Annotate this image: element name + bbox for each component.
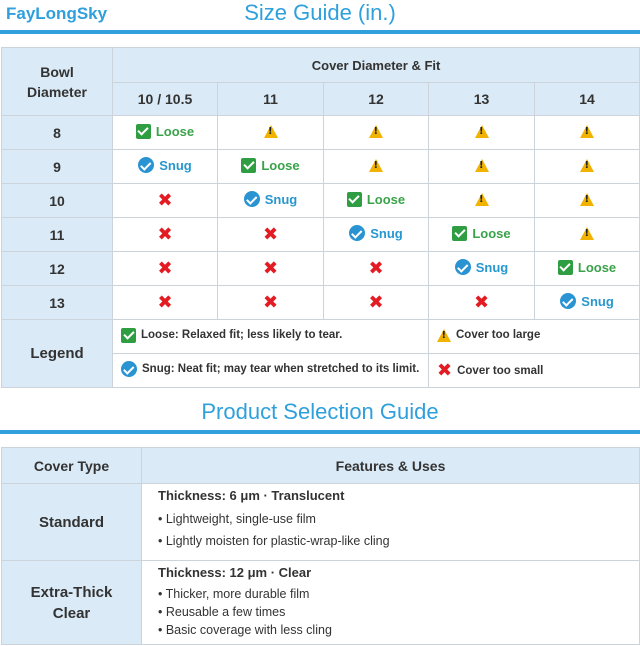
thickness-line: Thickness: 12 μm · Clear xyxy=(158,565,312,580)
legend-text: Snug: Neat fit; may tear when stretched to its limit. xyxy=(142,363,420,375)
blue-check-circle-icon xyxy=(138,157,154,173)
status-loose xyxy=(347,192,405,207)
red-x-icon: ✖ xyxy=(157,291,173,313)
green-check-box-icon xyxy=(452,226,467,241)
fit-cell xyxy=(324,184,429,218)
fit-cell xyxy=(535,252,640,286)
feature-item: • Reusable a few times xyxy=(158,605,286,619)
status-small xyxy=(157,223,173,245)
fit-cell xyxy=(218,184,324,218)
blue-check-circle-icon xyxy=(455,259,471,275)
blue-check-circle-icon xyxy=(560,293,576,309)
snug-label: Snug xyxy=(581,293,614,309)
loose-label: Loose xyxy=(155,123,195,139)
table-row xyxy=(2,184,640,218)
product-title-underline xyxy=(0,430,640,434)
fit-cell xyxy=(535,184,640,218)
warning-triangle-icon xyxy=(437,329,451,342)
red-x-icon: ✖ xyxy=(157,189,173,211)
legend-text: Cover too large xyxy=(456,329,541,341)
fit-cell xyxy=(113,116,218,150)
green-check-box-icon xyxy=(121,328,136,343)
status-large xyxy=(475,125,489,138)
status-small xyxy=(157,291,173,313)
loose-label: Loose xyxy=(261,157,300,173)
green-check-box-icon xyxy=(347,192,362,207)
title-underline xyxy=(0,30,640,34)
table-row xyxy=(2,218,640,252)
snug-label: Snug xyxy=(370,225,403,241)
status-snug xyxy=(560,293,614,309)
legend-large xyxy=(429,320,640,354)
status-loose xyxy=(136,124,194,139)
product-row xyxy=(2,484,640,561)
column-header: 14 xyxy=(535,83,640,116)
features-header: Features & Uses xyxy=(142,448,640,484)
fit-cell xyxy=(535,218,640,252)
table-row xyxy=(2,116,640,150)
bowl-size-label: 11 xyxy=(2,218,113,252)
fit-cell xyxy=(324,286,429,320)
size-guide-title: Size Guide (in.) xyxy=(244,0,396,25)
red-x-icon: ✖ xyxy=(157,223,173,245)
bowl-size-label: 10 xyxy=(2,184,113,218)
product-guide-title: Product Selection Guide xyxy=(201,399,439,424)
red-x-icon: ✖ xyxy=(157,257,173,279)
status-snug xyxy=(455,259,509,275)
snug-label: Snug xyxy=(264,191,298,207)
bowl-diameter-header: Bowl Diameter xyxy=(2,48,113,116)
size-guide-table xyxy=(1,47,640,388)
green-check-box-icon xyxy=(558,260,573,275)
status-small xyxy=(473,291,490,313)
legend-entry xyxy=(437,329,540,342)
bowl-size-label: 8 xyxy=(2,116,113,150)
status-large xyxy=(580,159,594,172)
fit-cell xyxy=(113,252,218,286)
product-selection-table xyxy=(1,447,640,645)
cover-type-label xyxy=(2,484,142,561)
legend-entry xyxy=(437,359,544,381)
green-check-box-icon xyxy=(241,158,256,173)
fit-cell xyxy=(218,286,324,320)
red-x-icon: ✖ xyxy=(437,359,453,381)
legend-entry xyxy=(121,361,419,377)
fit-cell xyxy=(218,116,324,150)
column-header: 11 xyxy=(218,83,324,116)
status-small xyxy=(157,189,173,211)
loose-label: Loose xyxy=(366,191,406,207)
fit-cell xyxy=(535,116,640,150)
warning-triangle-icon xyxy=(369,159,383,172)
red-x-icon: ✖ xyxy=(368,291,384,313)
fit-cell xyxy=(324,252,429,286)
fit-cell xyxy=(218,150,324,184)
fit-cell xyxy=(535,286,640,320)
warning-triangle-icon xyxy=(580,227,594,240)
status-snug xyxy=(244,191,298,207)
snug-label: Snug xyxy=(475,259,509,275)
status-small xyxy=(262,257,279,279)
fit-cell xyxy=(429,286,535,320)
features-cell xyxy=(142,561,640,645)
status-small xyxy=(368,291,384,313)
fit-cell xyxy=(218,218,324,252)
red-x-icon: ✖ xyxy=(262,291,279,313)
table-row xyxy=(2,150,640,184)
blue-check-circle-icon xyxy=(121,361,137,377)
red-x-icon: ✖ xyxy=(473,291,490,313)
status-snug xyxy=(349,225,403,241)
bowl-size-label: 13 xyxy=(2,286,113,320)
warning-triangle-icon xyxy=(369,125,383,138)
fit-cell xyxy=(113,218,218,252)
warning-triangle-icon xyxy=(580,159,594,172)
snug-label: Snug xyxy=(159,157,192,173)
bowl-size-label: 12 xyxy=(2,252,113,286)
fit-cell xyxy=(113,150,218,184)
legend-snug xyxy=(113,354,429,388)
loose-label: Loose xyxy=(577,259,617,275)
warning-triangle-icon xyxy=(264,125,278,138)
thickness-line: Thickness: 6 μm · Translucent xyxy=(158,488,345,503)
fit-cell xyxy=(429,252,535,286)
legend-text: Cover too small xyxy=(457,364,544,377)
features-cell xyxy=(142,484,640,561)
fit-cell xyxy=(535,150,640,184)
feature-item: • Lightly moisten for plastic-wrap-like cling xyxy=(158,534,390,548)
status-small xyxy=(262,223,279,245)
bowl-size-label: 9 xyxy=(2,150,113,184)
legend-title: Legend xyxy=(2,320,113,388)
column-header: 13 xyxy=(429,83,535,116)
status-loose xyxy=(241,158,299,173)
fit-cell xyxy=(324,218,429,252)
legend-small xyxy=(429,354,640,388)
fit-cell xyxy=(324,116,429,150)
feature-item: • Basic coverage with less cling xyxy=(158,623,332,637)
warning-triangle-icon xyxy=(475,125,489,138)
warning-triangle-icon xyxy=(475,159,489,172)
legend-entry xyxy=(121,328,342,343)
cover-type-header: Cover Type xyxy=(2,448,142,484)
legend-row xyxy=(2,320,640,354)
status-snug xyxy=(138,157,192,173)
green-check-box-icon xyxy=(136,124,151,139)
status-loose xyxy=(452,226,510,241)
warning-triangle-icon xyxy=(580,125,594,138)
status-small xyxy=(262,291,279,313)
fit-cell xyxy=(113,286,218,320)
fit-cell xyxy=(324,150,429,184)
fit-cell xyxy=(429,184,535,218)
status-large xyxy=(475,159,489,172)
status-large xyxy=(580,125,594,138)
fit-cell xyxy=(429,218,535,252)
fit-cell xyxy=(429,116,535,150)
status-loose xyxy=(558,260,616,275)
red-x-icon: ✖ xyxy=(262,223,279,245)
product-row xyxy=(2,561,640,645)
legend-loose xyxy=(113,320,429,354)
status-large xyxy=(475,193,489,206)
status-small xyxy=(157,257,173,279)
cover-diameter-header: Cover Diameter & Fit xyxy=(113,48,640,83)
warning-triangle-icon xyxy=(580,193,594,206)
red-x-icon: ✖ xyxy=(262,257,279,279)
status-large xyxy=(369,125,383,138)
fit-cell xyxy=(429,150,535,184)
cover-type-name: Extra-Thick Clear xyxy=(30,583,113,622)
feature-item: • Thicker, more durable film xyxy=(158,587,310,601)
cover-type-label xyxy=(2,561,142,645)
brand-logo: FayLongSky xyxy=(6,4,108,23)
table-row xyxy=(2,286,640,320)
status-large xyxy=(580,227,594,240)
fit-cell xyxy=(218,252,324,286)
feature-item: • Lightweight, single-use film xyxy=(158,512,316,526)
warning-triangle-icon xyxy=(475,193,489,206)
status-large xyxy=(580,193,594,206)
loose-label: Loose xyxy=(472,225,511,241)
status-small xyxy=(368,257,384,279)
table-row xyxy=(2,252,640,286)
cover-type-name: Standard xyxy=(38,513,104,531)
column-header: 12 xyxy=(324,83,429,116)
blue-check-circle-icon xyxy=(244,191,260,207)
status-large xyxy=(264,125,278,138)
column-header: 10 / 10.5 xyxy=(113,83,218,116)
status-large xyxy=(369,159,383,172)
red-x-icon: ✖ xyxy=(368,257,384,279)
fit-cell xyxy=(113,184,218,218)
blue-check-circle-icon xyxy=(349,225,365,241)
legend-text: Loose: Relaxed fit; less likely to tear. xyxy=(141,329,343,341)
